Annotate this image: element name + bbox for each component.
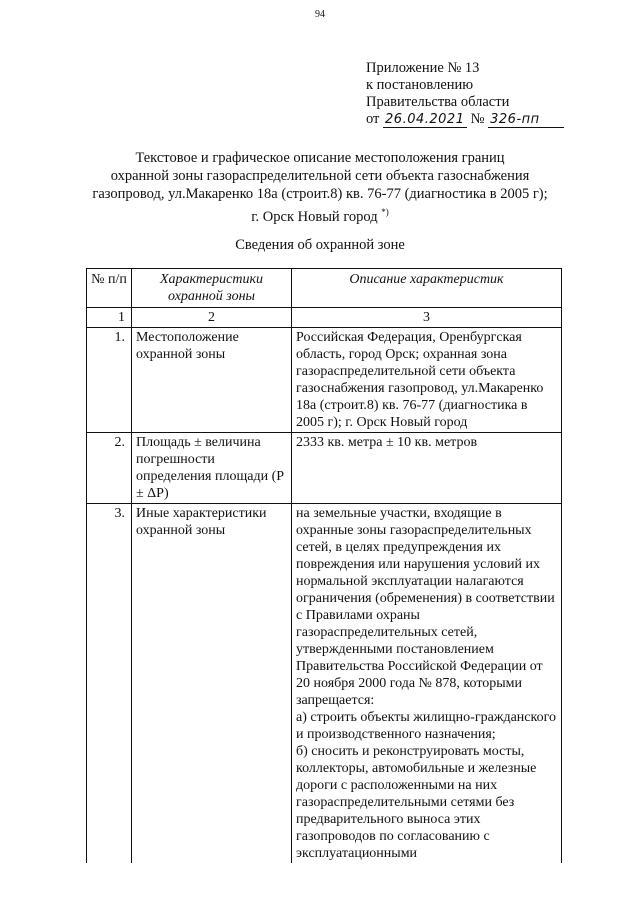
row-description: Российская Федерация, Оренбургская область, город Орск; охранная зона газораспределительной сети объекта газоснабжения газопровод, ул.Макаренко 18а (строит.8) кв. 76-77 (диагностика в 2005 г); г. Орск Новый город bbox=[292, 328, 562, 433]
date-prefix: от bbox=[366, 111, 380, 127]
table-row bbox=[87, 328, 562, 433]
header-description: Описание характеристик bbox=[292, 269, 562, 308]
numbering-cell-1: 1 bbox=[87, 308, 132, 328]
table-row bbox=[87, 504, 562, 864]
header-num: № п/п bbox=[87, 269, 132, 308]
document-title bbox=[0, 149, 640, 226]
numbering-cell-2: 2 bbox=[132, 308, 292, 328]
title-line-3: газопровод, ул.Макаренко 18а (строит.8) кв. 76-77 (диагностика в 2005 г); bbox=[92, 186, 548, 202]
row-description-item-b: б) сносить и реконструировать мосты, коллекторы, автомобильные и железные дороги с расположенными на них газораспределительными сетями без предварительного выноса этих газопроводов по согласованию с эксплуатационными bbox=[296, 744, 537, 861]
table-numbering-row bbox=[87, 308, 562, 328]
footnote-mark: *) bbox=[381, 207, 389, 217]
numbering-cell-3: 3 bbox=[292, 308, 562, 328]
row-num: 3. bbox=[87, 504, 132, 864]
appendix-line-3: Правительства области bbox=[366, 94, 510, 110]
zone-info-table bbox=[86, 268, 562, 863]
table-header-row bbox=[87, 269, 562, 308]
row-name: Площадь ± величина погрешности определения площади (Р ± ΔР) bbox=[132, 433, 292, 504]
page-number: 94 bbox=[315, 9, 325, 20]
row-description-item-a: а) строить объекты жилищно-гражданского и производственного назначения; bbox=[296, 710, 556, 742]
row-description bbox=[292, 504, 562, 864]
handwritten-date: 26.04.2021 bbox=[385, 112, 465, 127]
appendix-line-1: Приложение № 13 bbox=[366, 60, 480, 76]
appendix-date-line bbox=[366, 111, 564, 128]
row-name: Местоположение охранной зоны bbox=[132, 328, 292, 433]
title-line-4-text: г. Орск Новый город bbox=[251, 208, 378, 225]
section-subtitle: Сведения об охранной зоне bbox=[235, 237, 405, 253]
row-name: Иные характеристики охранной зоны bbox=[132, 504, 292, 864]
header-characteristics: Характеристики охранной зоны bbox=[132, 269, 292, 308]
row-num: 2. bbox=[87, 433, 132, 504]
title-line-4 bbox=[0, 203, 640, 226]
title-line-1: Текстовое и графическое описание местоположения границ bbox=[135, 150, 505, 166]
row-description: 2333 кв. метра ± 10 кв. метров bbox=[292, 433, 562, 504]
title-line-2: охранной зоны газораспределительной сети объекта газоснабжения bbox=[110, 168, 530, 184]
table-row bbox=[87, 433, 562, 504]
appendix-block bbox=[366, 60, 564, 128]
row-description-main: на земельные участки, входящие в охранные зоны газораспределительных сетей, в целях предупреждения их повреждения или нарушения условий их нормальной эксплуатации налагаются ограничения (обременения) в соответствии с Правилами охраны газораспределительных сетей, утвержденными постановлением Правительства Российской Федерации от 20 ноября 2000 года № 878, которыми запрещается: bbox=[296, 506, 555, 708]
appendix-line-2: к постановлению bbox=[366, 77, 474, 93]
number-prefix: № bbox=[470, 111, 485, 127]
handwritten-number: 326-пп bbox=[490, 112, 540, 127]
row-num: 1. bbox=[87, 328, 132, 433]
